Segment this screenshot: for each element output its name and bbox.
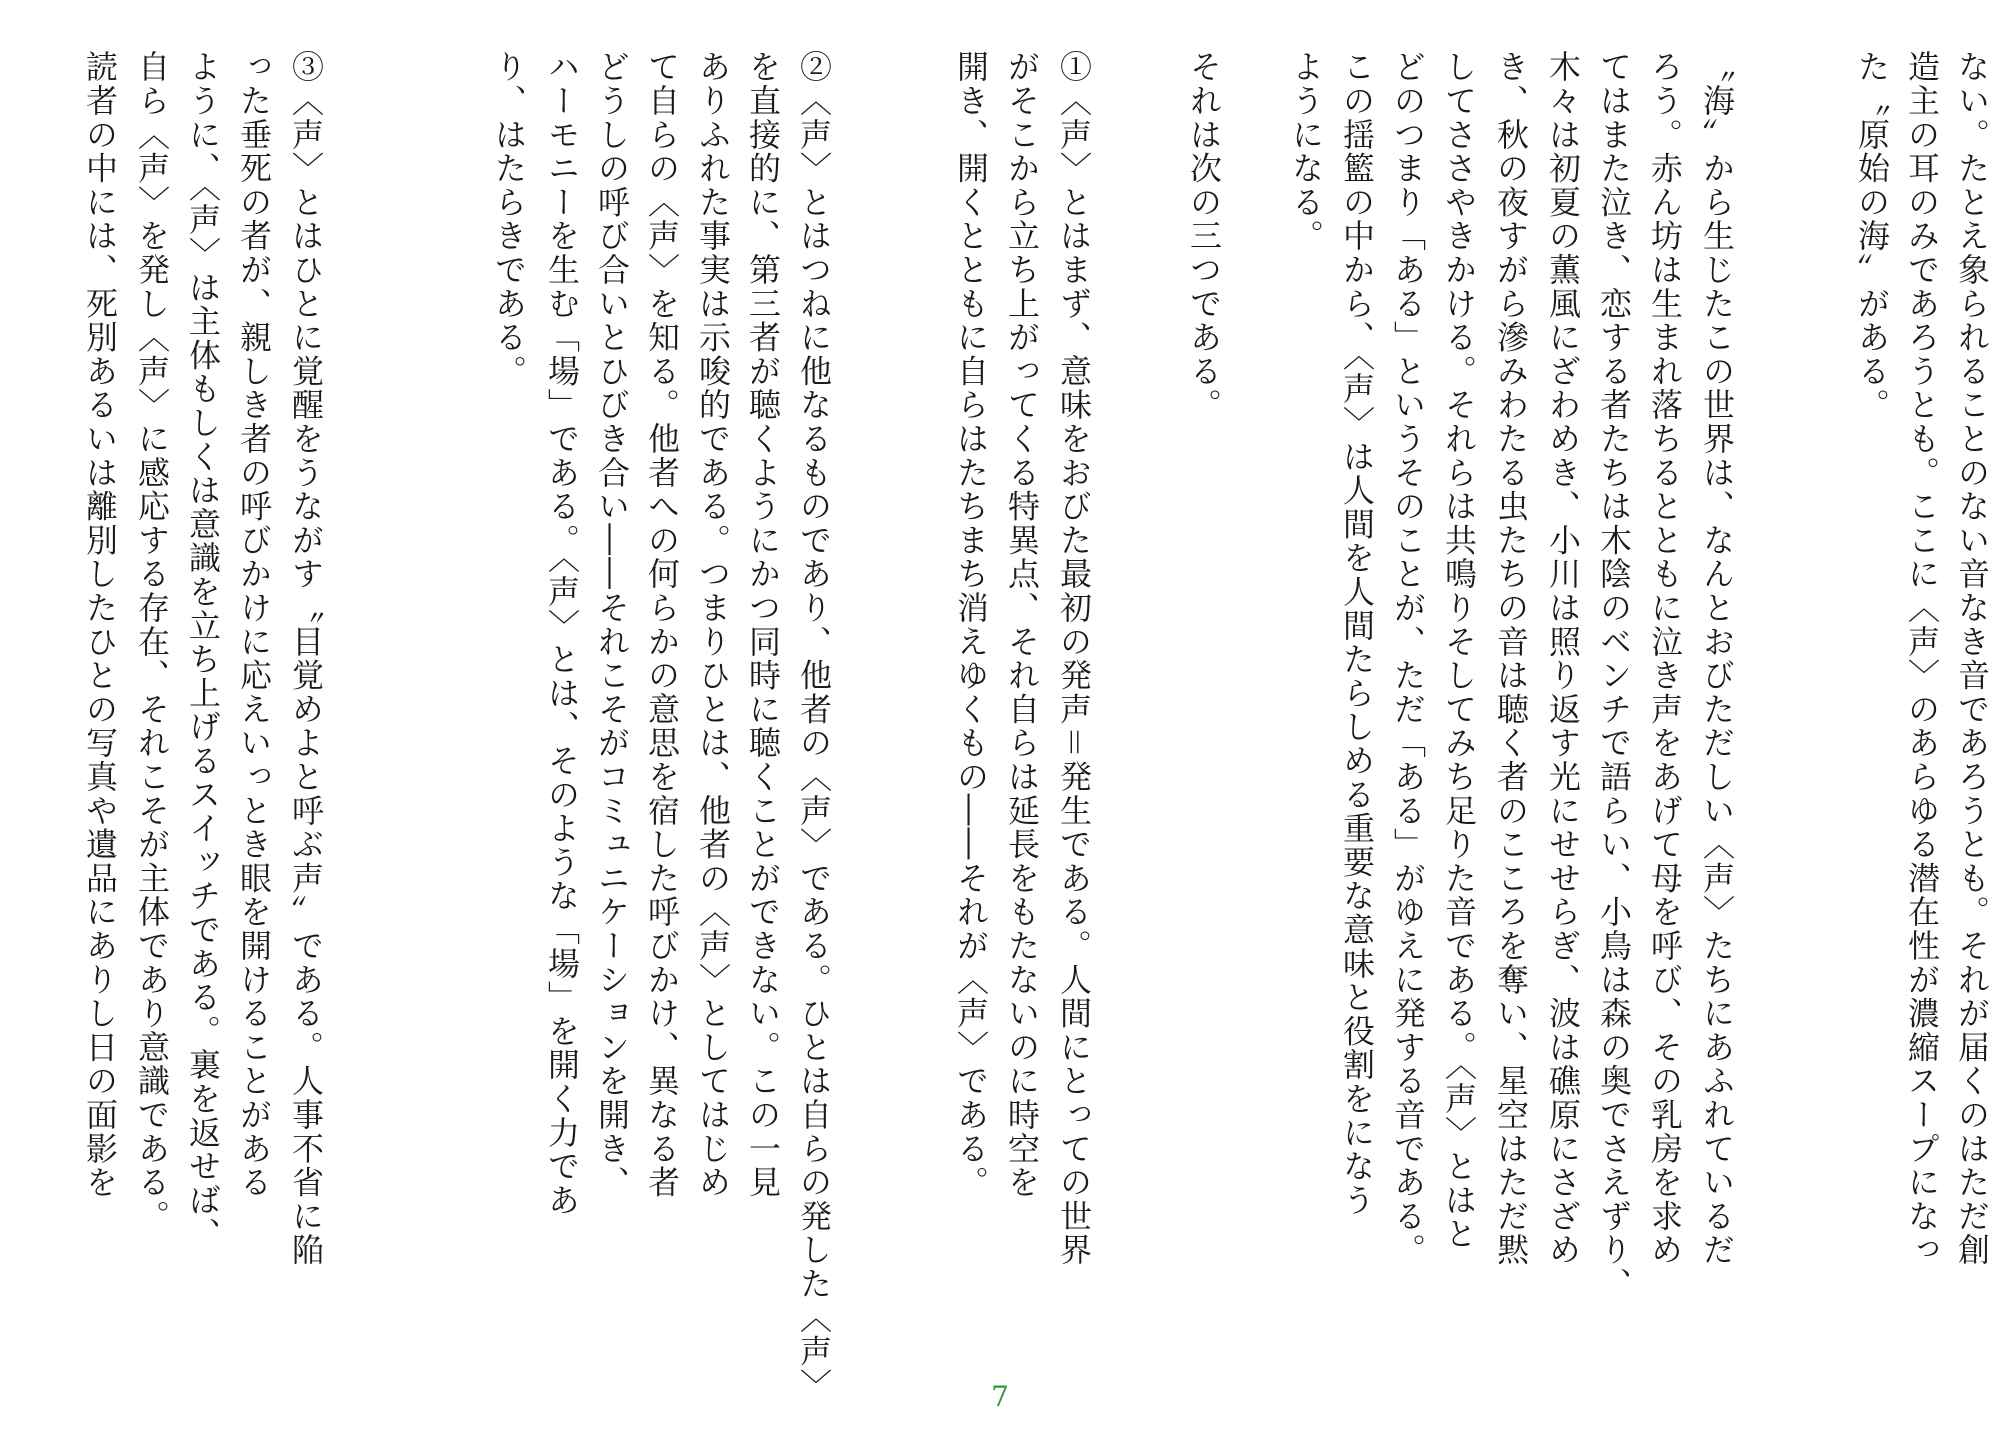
text-column-7: 木々は初夏の薫風にざわめき、小川は照り返す光にせせらぎ、波は礁原にさざめ xyxy=(1544,50,1582,1267)
text-column-19: ありふれた事実は示唆的である。つまりひとは、他者の〈声〉としてはじめ xyxy=(694,50,732,1200)
text-column-17: ②〈声〉とはつねに他なるものであり、他者の〈声〉である。ひとは自らの発した〈声〉 xyxy=(795,50,833,1402)
text-column-14: ①〈声〉とはまず、意味をおびた最初の発声＝発生である。人間にとっての世界 xyxy=(1055,50,1093,1267)
text-column-28: 読者の中には、死別あるいは離別したひとの写真や遺品にありし日の面影を xyxy=(81,50,119,1200)
text-column-5: ろう。赤ん坊は生まれ落ちるとともに泣き声をあげて母を呼び、その乳房を求め xyxy=(1646,50,1684,1267)
text-column-21: どうしの呼び合いとひびき合い――それこそがコミュニケーションを開き、 xyxy=(593,50,631,1200)
text-column-25: った垂死の者が、親しき者の呼びかけに応えいっとき眼を開けることがある xyxy=(235,50,273,1200)
text-column-20: て自らの〈声〉を知る。他者への何らかの意思を宿した呼びかけ、異なる者 xyxy=(643,50,681,1200)
page-number: 7 xyxy=(991,1380,1009,1413)
text-column-4: 〝海〟から生じたこの世界は、なんとおびただしい〈声〉たちにあふれているだ xyxy=(1698,50,1736,1267)
text-column-8: き、秋の夜すがら滲みわたる虫たちの音は聴く者のこころを奪い、星空はただ黙 xyxy=(1492,50,1530,1267)
text-column-9: してささやきかける。それらは共鳴りそしてみち足りた音である。〈声〉とはと xyxy=(1440,50,1478,1251)
text-column-13: それは次の三つである。 xyxy=(1185,50,1223,422)
text-column-10: どのつまり「ある」というそのことが、ただ「ある」がゆえに発する音である。 xyxy=(1389,50,1427,1267)
text-column-18: を直接的に、第三者が聴くようにかつ同時に聴くことができない。この一見 xyxy=(744,50,782,1200)
text-column-2: 造主の耳のみであろうとも。ここに〈声〉のあらゆる潜在性が濃縮スープになっ xyxy=(1903,50,1941,1267)
text-column-6: てはまた泣き、恋する者たちは木陰のベンチで語らい、小鳥は森の奥でさえずり、 xyxy=(1595,50,1633,1301)
text-column-23: り、はたらきである。 xyxy=(490,50,528,388)
text-column-26: ように、〈声〉は主体もしくは意識を立ち上げるスイッチである。裏を返せば、 xyxy=(184,50,222,1251)
text-column-15: がそこから立ち上がってくる特異点、それ自らは延長をもたないのに時空を xyxy=(1003,50,1041,1200)
text-column-24: ③〈声〉とはひとに覚醒をうながす〝目覚めよと呼ぶ声〟である。人事不省に陥 xyxy=(287,50,325,1267)
text-column-11: この揺籃の中から、〈声〉は人間を人間たらしめる重要な意味と役割をになう xyxy=(1338,50,1376,1217)
text-column-22: ハーモニーを生む「場」である。〈声〉とは、そのような「場」を開く力であ xyxy=(543,50,581,1217)
text-column-12: ようになる。 xyxy=(1287,50,1325,253)
text-column-1: ない。たとえ象られることのない音なき音であろうとも。それが届くのはただ創 xyxy=(1953,50,1991,1267)
text-column-16: 開き、開くとともに自らはたちまち消えゆくもの――それが〈声〉である。 xyxy=(952,50,990,1200)
text-column-3: た〝原始の海〟がある。 xyxy=(1853,50,1891,422)
text-column-27: 自ら〈声〉を発し〈声〉に感応する存在、それこそが主体であり意識である。 xyxy=(133,50,171,1233)
